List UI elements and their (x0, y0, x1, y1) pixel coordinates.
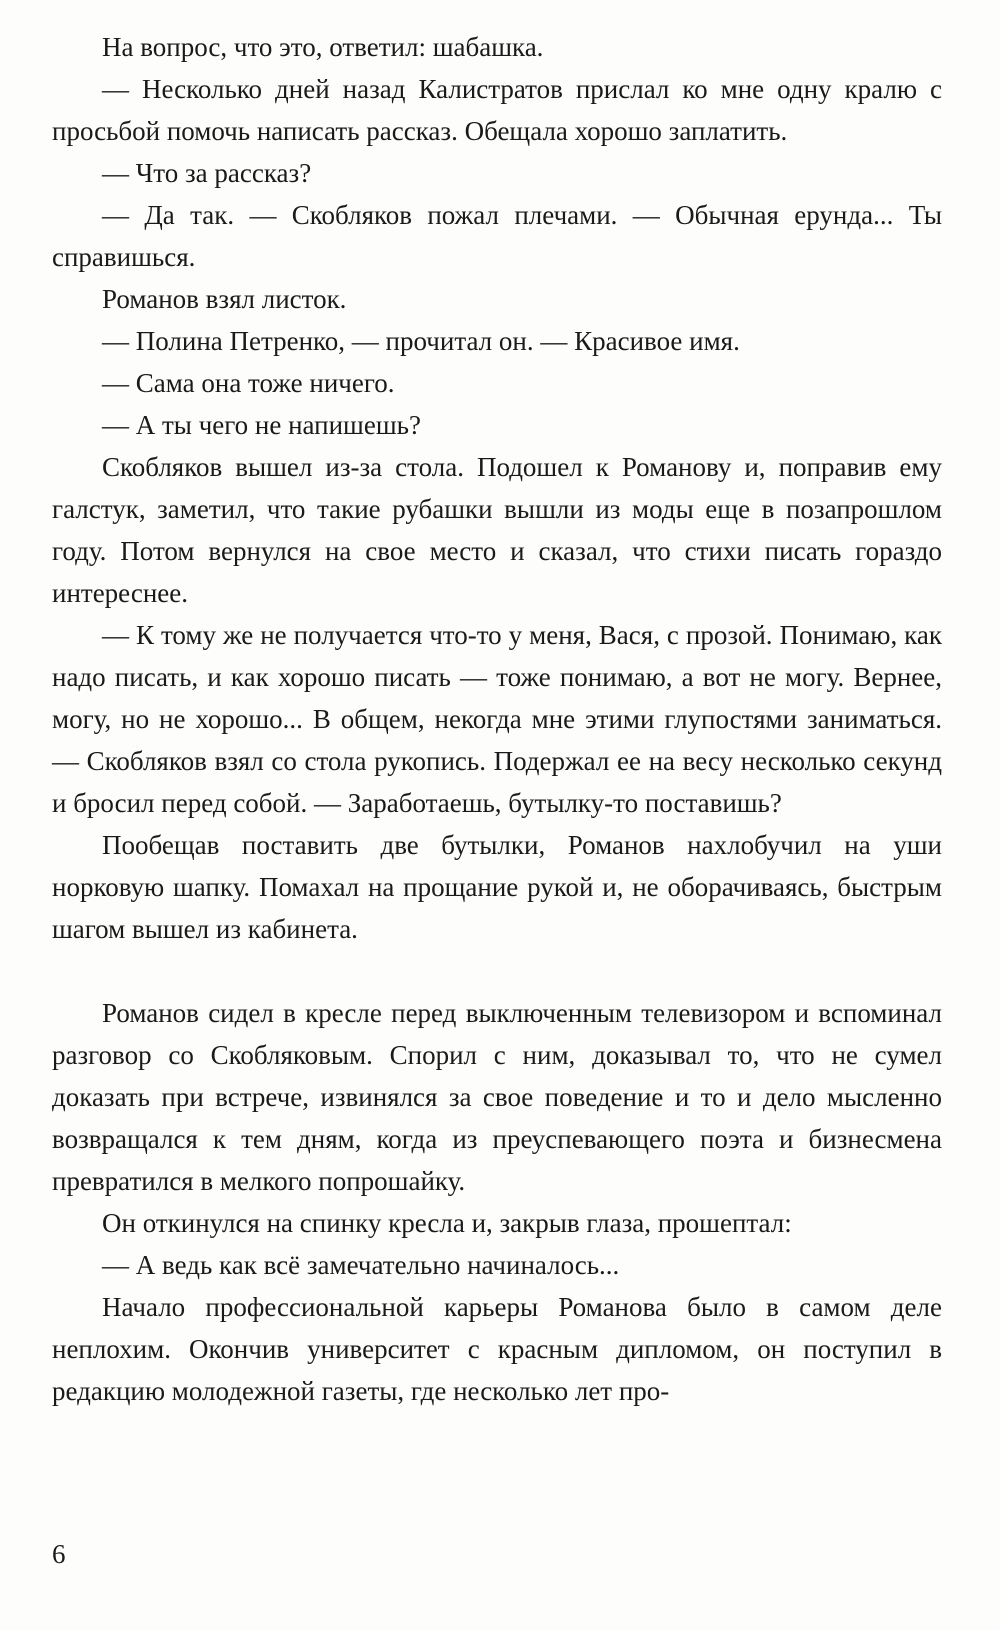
paragraph: — Сама она тоже ничего. (102, 368, 395, 398)
paragraph: — А ты чего не напишешь? (102, 410, 421, 440)
paragraph: Пообещав поставить две бутылки, Романов нахлобучил на уши норковую шапку. Помахал на прощание рукой и, не оборачиваясь, быстрым шагом вышел из кабинета. (52, 830, 942, 944)
section-break (52, 950, 942, 992)
paragraph: — Несколько дней назад Калистратов прислал ко мне одну кралю с просьбой помочь написать рассказ. Обещала хорошо заплатить. (52, 74, 942, 146)
paragraph: — Что за рассказ? (102, 158, 312, 188)
paragraph: Скобляков вышел из-за стола. Подошел к Романову и, поправив ему галстук, заметил, что такие рубашки вышли из моды еще в позапрошлом году. Потом вернулся на свое место и сказал, что стихи писать гораздо интереснее. (52, 452, 942, 608)
paragraph: — Да так. — Скобляков пожал плечами. — Обычная ерунда... Ты справишься. (52, 200, 942, 272)
body-text (52, 26, 942, 1412)
paragraph: Начало профессиональной карьеры Романова было в самом деле неплохим. Окончив университет с красным дипломом, он поступил в редакцию молодежной газеты, где несколько лет про- (52, 1292, 942, 1406)
paragraph: Он откинулся на спинку кресла и, закрыв глаза, прошептал: (102, 1208, 792, 1238)
paragraph: — А ведь как всё замечательно начиналось... (102, 1250, 620, 1280)
paragraph: На вопрос, что это, ответил: шабашка. (102, 32, 544, 62)
paragraph: Романов сидел в кресле перед выключенным телевизором и вспоминал разговор со Скобляковым. Спорил с ним, доказывал то, что не сумел доказать при встрече, извинялся за свое поведение и то и дело мысленно возвращался к тем дням, когда из преуспевающего поэта и бизнесмена превратился в мелкого попрошайку. (52, 998, 942, 1196)
page-number: 6 (52, 1539, 66, 1569)
paragraph: Романов взял листок. (102, 284, 347, 314)
paragraph: — К тому же не получается что-то у меня, Вася, с прозой. Понимаю, как надо писать, и как хорошо писать — тоже понимаю, а вот не могу. Вернее, могу, но не хорошо... В общем, некогда мне этими глупостями заниматься. — Скобляков взял со стола рукопись. Подержал ее на весу несколько секунд и бросил перед собой. — Заработаешь, бутылку-то поставишь? (52, 620, 942, 818)
paragraph: — Полина Петренко, — прочитал он. — Красивое имя. (102, 326, 740, 356)
